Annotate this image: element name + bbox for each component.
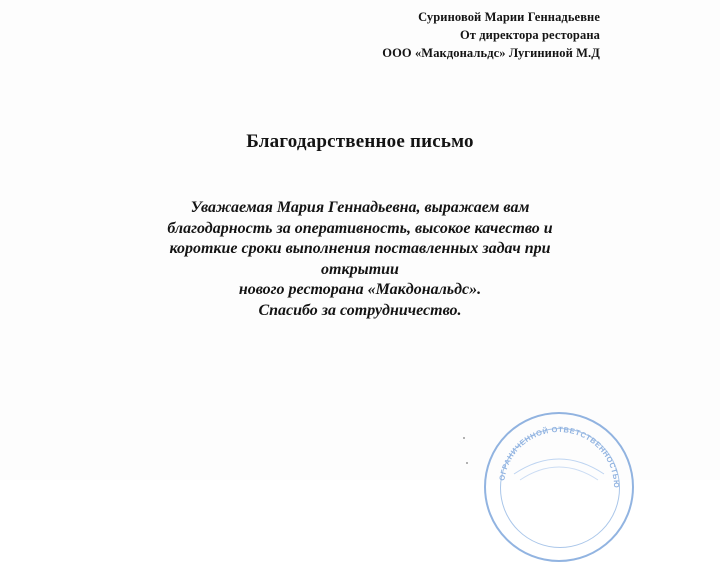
body-line-6: Спасибо за сотрудничество. — [258, 301, 462, 319]
sender-position: От директора ресторана — [459, 28, 600, 42]
body-line-5: нового ресторана «Макдональдс». — [238, 281, 482, 298]
addressee-block — [300, 8, 600, 62]
letter-title: Благодарственное письмо — [246, 131, 474, 152]
addressee-name: Суриновой Марии Геннадьевне — [418, 10, 600, 24]
body-line-4: открытии — [321, 260, 399, 278]
letter-body — [100, 198, 620, 321]
sender-company: ООО «Макдональдс» Лугининой М.Д — [382, 46, 600, 60]
scan-speck — [463, 437, 465, 439]
body-line-3: короткие сроки выполнения поставленных задач при — [169, 240, 551, 257]
stamp-text: ОГРАНИЧЕННОЙ ОТВЕТСТВЕННОСТЬЮ — [497, 424, 622, 489]
stamp-lettering — [486, 414, 632, 560]
svg-text:ОГРАНИЧЕННОЙ ОТВЕТСТВЕННОСТЬЮ — [497, 425, 621, 489]
body-line-2: благодарность за оперативность, высокое качество и — [167, 219, 553, 237]
company-stamp — [484, 412, 634, 562]
stamp-guilloche — [520, 467, 598, 480]
scan-speck — [466, 462, 468, 464]
body-line-1: Уважаемая Мария Геннадьевна, выражаем вам — [190, 199, 530, 216]
